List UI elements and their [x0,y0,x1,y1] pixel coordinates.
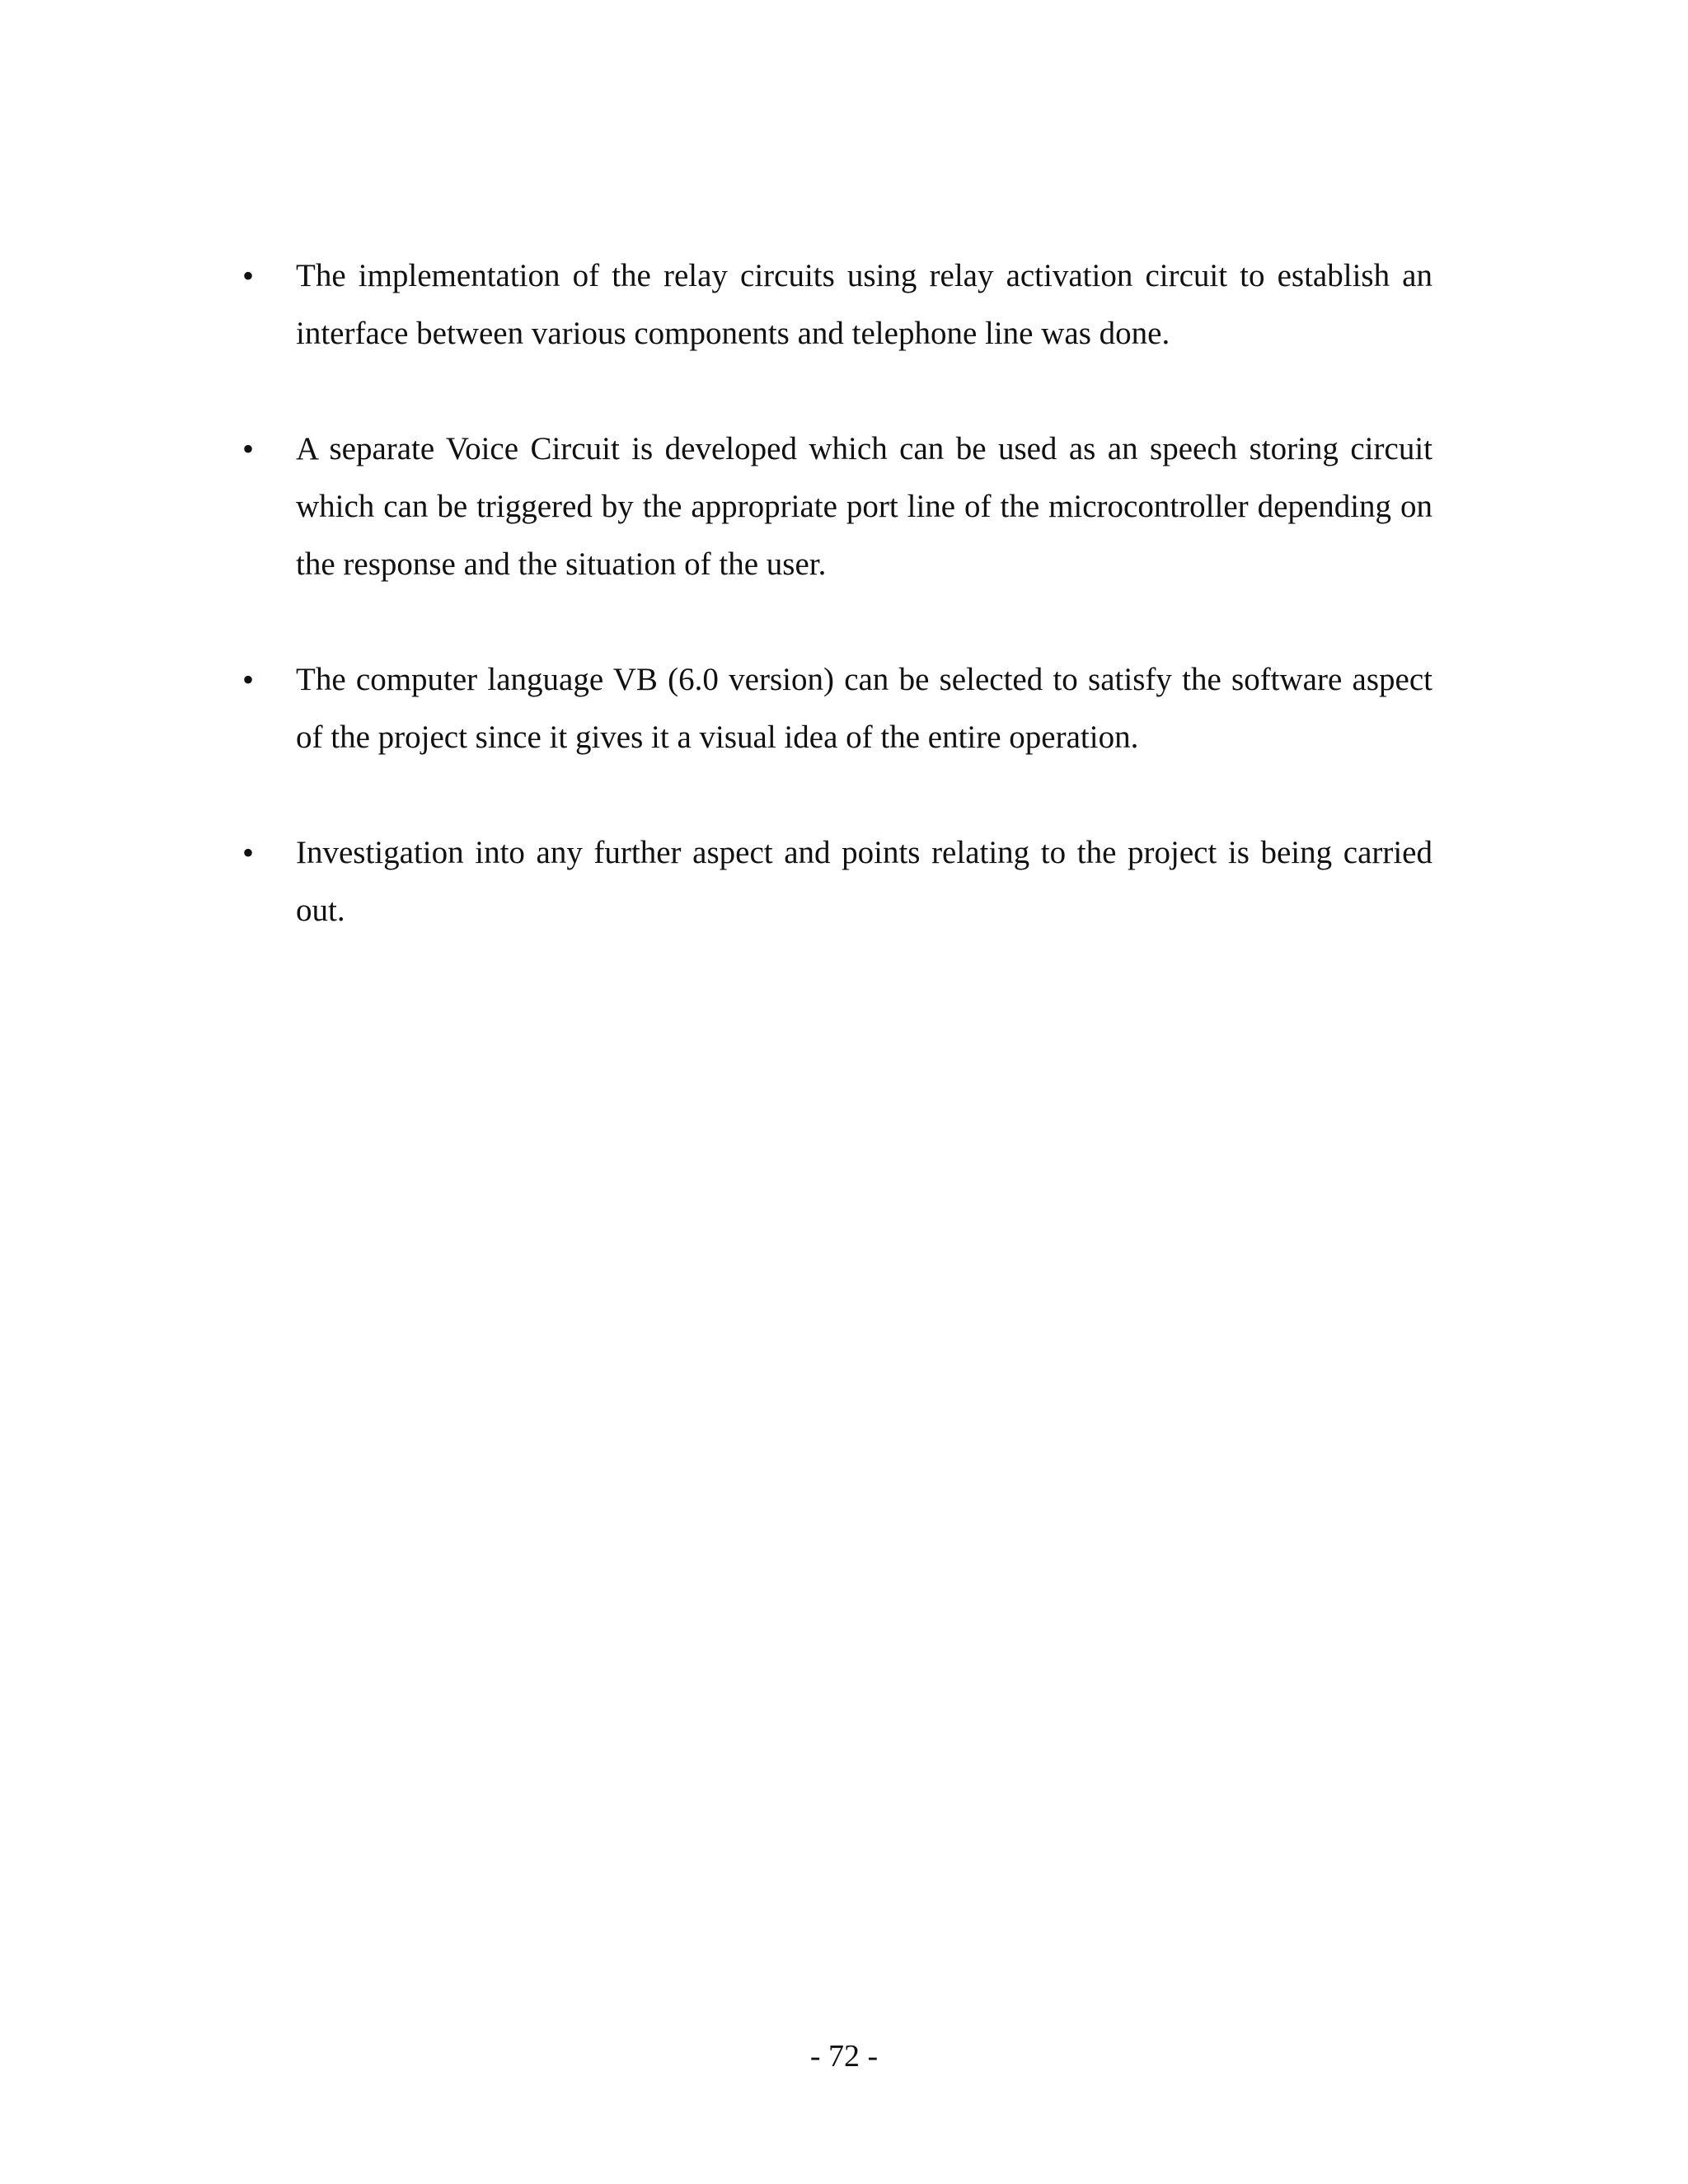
bullet-marker: • [242,661,255,698]
bullet-marker: • [242,834,255,871]
bullet-text: The implementation of the relay circuits using relay activation circuit to establish an interface between various components and telephone line was done. [296,258,1432,351]
bullet-text: The computer language VB (6.0 version) can be selected to satisfy the software aspect of the project since it gives it a visual idea of the entire operation. [296,662,1432,755]
bullet-marker: • [242,430,255,467]
bullet-text: Investigation into any further aspect and points relating to the project is being carried out. [296,835,1432,928]
list-item [242,247,1432,363]
page-number: - 72 - [809,2039,879,2074]
list-item [242,420,1432,593]
list-item [242,651,1432,766]
bullet-text: A separate Voice Circuit is developed which can be used as an speech storing circuit which can be triggered by the appropriate port line of the microcontroller depending on the response and the situation of the user. [296,431,1432,582]
list-item [242,824,1432,940]
bullet-marker: • [242,257,255,294]
bullet-list [242,247,1432,997]
